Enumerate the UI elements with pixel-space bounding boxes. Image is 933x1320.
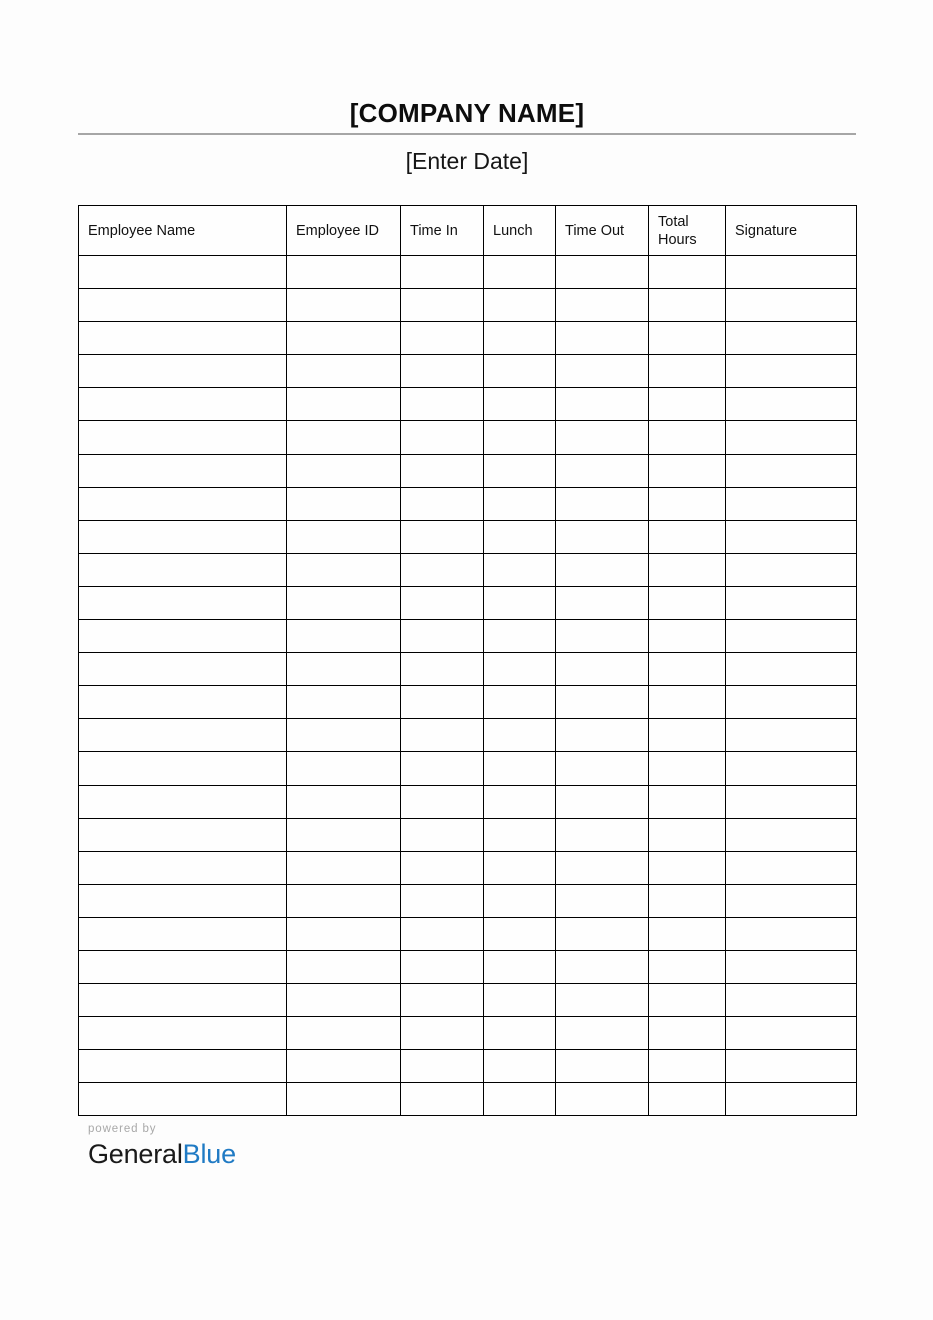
table-cell-lunch[interactable] (484, 421, 556, 454)
timesheet-table-container (78, 205, 856, 1116)
table-cell-time_out[interactable] (556, 884, 649, 917)
table-cell-employee_name[interactable] (79, 950, 287, 983)
table-cell-employee_id[interactable] (287, 553, 401, 586)
powered-by-label: powered by (88, 1123, 157, 1135)
table-cell-time_out[interactable] (556, 917, 649, 950)
table-cell-lunch[interactable] (484, 1083, 556, 1116)
table-cell-lunch[interactable] (484, 752, 556, 785)
table-cell-lunch[interactable] (484, 289, 556, 322)
table-row (79, 454, 857, 487)
table-cell-employee_name[interactable] (79, 818, 287, 851)
table-cell-employee_id[interactable] (287, 620, 401, 653)
table-cell-employee_name[interactable] (79, 1017, 287, 1050)
table-cell-time_out[interactable] (556, 256, 649, 289)
table-cell-employee_id[interactable] (287, 785, 401, 818)
table-cell-time_in[interactable] (401, 355, 484, 388)
table-row (79, 785, 857, 818)
table-row (79, 355, 857, 388)
table-cell-total_hours[interactable] (649, 586, 726, 619)
table-cell-employee_id[interactable] (287, 719, 401, 752)
table-row (79, 256, 857, 289)
table-cell-total_hours[interactable] (649, 950, 726, 983)
table-row (79, 289, 857, 322)
table-cell-time_out[interactable] (556, 520, 649, 553)
title-divider (78, 133, 856, 135)
brand-name-blue: Blue (182, 1139, 236, 1169)
column-header-time-in: Time In (401, 206, 484, 256)
table-cell-signature[interactable] (726, 719, 857, 752)
table-cell-time_out[interactable] (556, 322, 649, 355)
table-row (79, 917, 857, 950)
table-cell-employee_name[interactable] (79, 289, 287, 322)
table-cell-employee_name[interactable] (79, 520, 287, 553)
table-row (79, 653, 857, 686)
table-cell-total_hours[interactable] (649, 355, 726, 388)
table-row (79, 586, 857, 619)
table-cell-employee_name[interactable] (79, 884, 287, 917)
table-cell-employee_id[interactable] (287, 950, 401, 983)
footer-branding (88, 1122, 388, 1170)
table-row (79, 421, 857, 454)
generalblue-logo (88, 1138, 388, 1170)
table-cell-employee_id[interactable] (287, 520, 401, 553)
table-cell-time_in[interactable] (401, 653, 484, 686)
table-cell-time_in[interactable] (401, 1050, 484, 1083)
column-header-lunch: Lunch (484, 206, 556, 256)
table-cell-lunch[interactable] (484, 818, 556, 851)
table-cell-lunch[interactable] (484, 1017, 556, 1050)
table-cell-time_in[interactable] (401, 487, 484, 520)
table-cell-lunch[interactable] (484, 553, 556, 586)
table-cell-employee_name[interactable] (79, 553, 287, 586)
table-cell-time_in[interactable] (401, 984, 484, 1017)
table-cell-time_out[interactable] (556, 1083, 649, 1116)
table-cell-employee_name[interactable] (79, 620, 287, 653)
table-cell-lunch[interactable] (484, 620, 556, 653)
table-row (79, 1050, 857, 1083)
table-cell-signature[interactable] (726, 454, 857, 487)
table-cell-signature[interactable] (726, 1017, 857, 1050)
table-cell-time_in[interactable] (401, 421, 484, 454)
table-cell-employee_name[interactable] (79, 719, 287, 752)
page-title: [COMPANY NAME] (349, 98, 585, 128)
table-cell-employee_id[interactable] (287, 653, 401, 686)
table-cell-time_out[interactable] (556, 553, 649, 586)
table-cell-time_out[interactable] (556, 686, 649, 719)
table-cell-lunch[interactable] (484, 653, 556, 686)
table-cell-employee_name[interactable] (79, 851, 287, 884)
table-row (79, 620, 857, 653)
table-cell-employee_name[interactable] (79, 322, 287, 355)
table-cell-lunch[interactable] (484, 686, 556, 719)
table-cell-time_out[interactable] (556, 752, 649, 785)
table-cell-lunch[interactable] (484, 851, 556, 884)
table-cell-time_out[interactable] (556, 1050, 649, 1083)
table-cell-lunch[interactable] (484, 355, 556, 388)
table-cell-time_in[interactable] (401, 322, 484, 355)
table-cell-signature[interactable] (726, 1050, 857, 1083)
table-cell-signature[interactable] (726, 586, 857, 619)
table-cell-time_in[interactable] (401, 950, 484, 983)
table-cell-lunch[interactable] (484, 586, 556, 619)
table-cell-time_out[interactable] (556, 289, 649, 322)
table-cell-employee_name[interactable] (79, 1083, 287, 1116)
table-cell-employee_name[interactable] (79, 355, 287, 388)
table-cell-signature[interactable] (726, 421, 857, 454)
table-cell-lunch[interactable] (484, 487, 556, 520)
table-cell-time_in[interactable] (401, 1083, 484, 1116)
table-cell-total_hours[interactable] (649, 1017, 726, 1050)
table-cell-signature[interactable] (726, 289, 857, 322)
table-cell-signature[interactable] (726, 851, 857, 884)
table-header (79, 206, 857, 256)
table-cell-signature[interactable] (726, 1083, 857, 1116)
table-cell-employee_id[interactable] (287, 917, 401, 950)
table-cell-signature[interactable] (726, 653, 857, 686)
table-row (79, 1083, 857, 1116)
table-cell-lunch[interactable] (484, 454, 556, 487)
table-cell-signature[interactable] (726, 686, 857, 719)
table-row (79, 520, 857, 553)
table-cell-time_out[interactable] (556, 1017, 649, 1050)
table-cell-lunch[interactable] (484, 322, 556, 355)
table-cell-time_out[interactable] (556, 620, 649, 653)
table-cell-signature[interactable] (726, 917, 857, 950)
table-cell-signature[interactable] (726, 620, 857, 653)
table-cell-employee_id[interactable] (287, 256, 401, 289)
table-cell-employee_name[interactable] (79, 686, 287, 719)
table-cell-time_in[interactable] (401, 686, 484, 719)
table-cell-time_in[interactable] (401, 1017, 484, 1050)
table-cell-time_out[interactable] (556, 950, 649, 983)
table-cell-time_out[interactable] (556, 818, 649, 851)
table-cell-signature[interactable] (726, 322, 857, 355)
table-row (79, 388, 857, 421)
table-cell-employee_id[interactable] (287, 1017, 401, 1050)
table-row (79, 818, 857, 851)
table-cell-lunch[interactable] (484, 256, 556, 289)
table-cell-lunch[interactable] (484, 950, 556, 983)
table-row (79, 553, 857, 586)
table-cell-employee_id[interactable] (287, 322, 401, 355)
table-cell-total_hours[interactable] (649, 1083, 726, 1116)
table-cell-signature[interactable] (726, 984, 857, 1017)
table-cell-total_hours[interactable] (649, 421, 726, 454)
table-cell-time_out[interactable] (556, 719, 649, 752)
table-row (79, 752, 857, 785)
table-cell-total_hours[interactable] (649, 1050, 726, 1083)
table-cell-signature[interactable] (726, 355, 857, 388)
table-row (79, 851, 857, 884)
table-cell-time_out[interactable] (556, 586, 649, 619)
table-cell-lunch[interactable] (484, 1050, 556, 1083)
table-cell-signature[interactable] (726, 520, 857, 553)
table-cell-signature[interactable] (726, 388, 857, 421)
table-cell-time_in[interactable] (401, 620, 484, 653)
document-header (78, 96, 856, 176)
table-cell-employee_id[interactable] (287, 752, 401, 785)
table-cell-employee_id[interactable] (287, 818, 401, 851)
table-cell-employee_name[interactable] (79, 454, 287, 487)
table-cell-employee_name[interactable] (79, 917, 287, 950)
table-cell-total_hours[interactable] (649, 256, 726, 289)
table-row (79, 1017, 857, 1050)
table-cell-employee_id[interactable] (287, 1050, 401, 1083)
table-cell-signature[interactable] (726, 487, 857, 520)
table-cell-total_hours[interactable] (649, 686, 726, 719)
table-cell-time_in[interactable] (401, 884, 484, 917)
table-cell-time_in[interactable] (401, 917, 484, 950)
table-cell-time_in[interactable] (401, 752, 484, 785)
table-cell-time_in[interactable] (401, 553, 484, 586)
table-cell-employee_name[interactable] (79, 421, 287, 454)
table-cell-time_out[interactable] (556, 388, 649, 421)
table-cell-employee_id[interactable] (287, 388, 401, 421)
table-cell-total_hours[interactable] (649, 984, 726, 1017)
table-cell-time_out[interactable] (556, 984, 649, 1017)
table-cell-employee_id[interactable] (287, 1083, 401, 1116)
table-cell-lunch[interactable] (484, 884, 556, 917)
table-cell-lunch[interactable] (484, 984, 556, 1017)
table-cell-total_hours[interactable] (649, 653, 726, 686)
table-cell-lunch[interactable] (484, 719, 556, 752)
table-cell-time_in[interactable] (401, 256, 484, 289)
column-header-signature: Signature (726, 206, 857, 256)
table-cell-time_in[interactable] (401, 785, 484, 818)
table-cell-time_in[interactable] (401, 818, 484, 851)
table-cell-employee_id[interactable] (287, 586, 401, 619)
table-cell-time_out[interactable] (556, 653, 649, 686)
table-cell-employee_id[interactable] (287, 355, 401, 388)
table-cell-time_in[interactable] (401, 388, 484, 421)
table-cell-lunch[interactable] (484, 520, 556, 553)
table-cell-time_out[interactable] (556, 421, 649, 454)
table-cell-total_hours[interactable] (649, 917, 726, 950)
table-cell-signature[interactable] (726, 950, 857, 983)
table-cell-total_hours[interactable] (649, 454, 726, 487)
table-cell-employee_name[interactable] (79, 752, 287, 785)
column-header-employee-id: Employee ID (287, 206, 401, 256)
table-cell-time_out[interactable] (556, 454, 649, 487)
column-header-total-hours: Total Hours (649, 206, 726, 256)
table-cell-signature[interactable] (726, 752, 857, 785)
table-row (79, 984, 857, 1017)
table-cell-employee_name[interactable] (79, 388, 287, 421)
table-cell-time_in[interactable] (401, 289, 484, 322)
table-cell-employee_id[interactable] (287, 454, 401, 487)
table-cell-total_hours[interactable] (649, 752, 726, 785)
table-cell-employee_name[interactable] (79, 586, 287, 619)
table-cell-signature[interactable] (726, 818, 857, 851)
table-cell-total_hours[interactable] (649, 620, 726, 653)
table-cell-employee_name[interactable] (79, 256, 287, 289)
table-cell-signature[interactable] (726, 256, 857, 289)
table-header-row (79, 206, 857, 256)
table-row (79, 884, 857, 917)
table-cell-total_hours[interactable] (649, 884, 726, 917)
table-cell-lunch[interactable] (484, 917, 556, 950)
table-cell-employee_id[interactable] (287, 686, 401, 719)
table-cell-employee_name[interactable] (79, 487, 287, 520)
brand-name-general: General (88, 1139, 183, 1169)
table-cell-total_hours[interactable] (649, 322, 726, 355)
table-cell-employee_name[interactable] (79, 1050, 287, 1083)
table-cell-time_out[interactable] (556, 355, 649, 388)
timesheet-table (78, 205, 857, 1116)
table-cell-time_in[interactable] (401, 851, 484, 884)
table-cell-lunch[interactable] (484, 785, 556, 818)
table-row (79, 322, 857, 355)
table-cell-time_out[interactable] (556, 851, 649, 884)
table-cell-total_hours[interactable] (649, 851, 726, 884)
table-row (79, 950, 857, 983)
table-cell-total_hours[interactable] (649, 388, 726, 421)
table-cell-total_hours[interactable] (649, 785, 726, 818)
table-row (79, 686, 857, 719)
table-cell-time_out[interactable] (556, 785, 649, 818)
table-row (79, 487, 857, 520)
table-row (79, 719, 857, 752)
table-cell-employee_id[interactable] (287, 487, 401, 520)
table-cell-employee_id[interactable] (287, 289, 401, 322)
table-cell-employee_id[interactable] (287, 421, 401, 454)
table-cell-signature[interactable] (726, 884, 857, 917)
table-cell-lunch[interactable] (484, 388, 556, 421)
table-cell-time_in[interactable] (401, 719, 484, 752)
date-subtitle: [Enter Date] (405, 148, 529, 174)
table-cell-total_hours[interactable] (649, 520, 726, 553)
table-cell-employee_id[interactable] (287, 984, 401, 1017)
table-cell-employee_id[interactable] (287, 851, 401, 884)
table-cell-time_in[interactable] (401, 454, 484, 487)
table-cell-employee_name[interactable] (79, 984, 287, 1017)
table-cell-employee_name[interactable] (79, 653, 287, 686)
column-header-time-out: Time Out (556, 206, 649, 256)
table-cell-time_in[interactable] (401, 586, 484, 619)
column-header-employee-name: Employee Name (79, 206, 287, 256)
table-cell-signature[interactable] (726, 785, 857, 818)
table-cell-time_out[interactable] (556, 487, 649, 520)
table-cell-time_in[interactable] (401, 520, 484, 553)
table-body (79, 256, 857, 1116)
table-cell-employee_id[interactable] (287, 884, 401, 917)
table-cell-total_hours[interactable] (649, 553, 726, 586)
table-cell-total_hours[interactable] (649, 818, 726, 851)
table-cell-total_hours[interactable] (649, 289, 726, 322)
table-cell-total_hours[interactable] (649, 487, 726, 520)
table-cell-employee_name[interactable] (79, 785, 287, 818)
table-cell-total_hours[interactable] (649, 719, 726, 752)
table-cell-signature[interactable] (726, 553, 857, 586)
